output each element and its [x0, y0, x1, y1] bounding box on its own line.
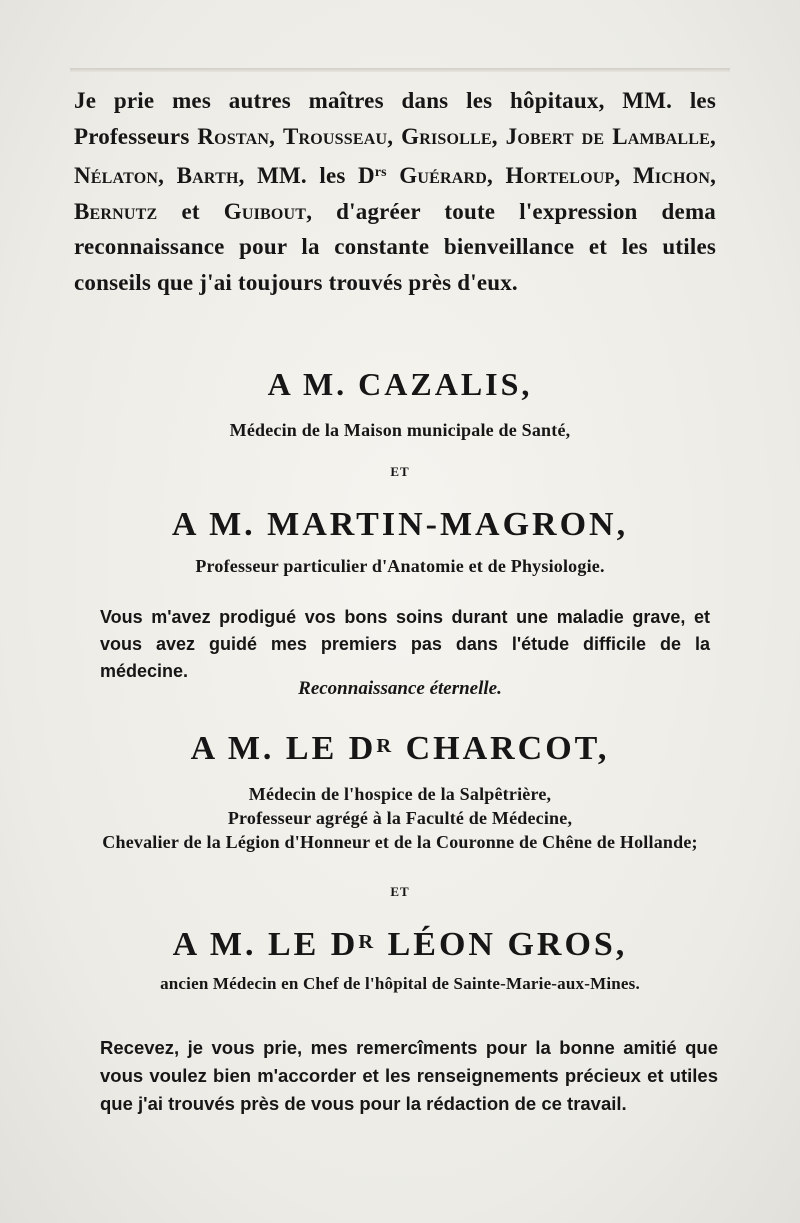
intro-text: ,	[269, 123, 283, 149]
reconnaissance-line: Reconnaissance éternelle.	[298, 678, 502, 699]
name-trousseau: Trousseau	[282, 123, 388, 149]
heading-text: LÉON GROS,	[376, 926, 628, 963]
intro-text: ,	[614, 163, 633, 188]
charcot-line-1: Médecin de l'hospice de la Salpêtrière,	[248, 784, 552, 804]
intro-text	[387, 163, 400, 188]
heading-text: CHARCOT,	[394, 730, 610, 767]
name-nelaton: Nélaton	[74, 163, 159, 188]
name-michon: Michon	[632, 163, 711, 188]
name-horteloup: Horteloup	[505, 163, 615, 188]
et-separator: ET	[390, 884, 410, 899]
intro-text: ,	[491, 123, 506, 149]
martin-magron-title: Professeur particulier d'Anatomie et de Physiologie.	[195, 556, 605, 576]
et-separator: ET	[390, 464, 410, 479]
intro-text: Je prie mes autres maîtres dans les hôpitaux, MM. les Professeurs	[74, 88, 716, 149]
charcot-line-3: Chevalier de la Légion d'Honneur et de la Couronne de Chêne de Hollande;	[102, 832, 698, 852]
intro-text: , MM. les D	[238, 163, 375, 188]
name-barth: Barth	[176, 163, 239, 188]
intro-text: ,	[710, 163, 717, 188]
name-rostan: Rostan	[197, 123, 270, 149]
care-paragraph: Vous m'avez prodigué vos bons soins durant une maladie grave, et vous avez guidé mes premiers pas dans l'étude difficile de la médecine.	[100, 607, 710, 681]
intro-text: ,	[158, 163, 177, 188]
gros-heading	[0, 926, 800, 964]
superscript: R	[358, 931, 377, 953]
gros-title: ancien Médecin en Chef de l'hôpital de Sainte-Marie-aux-Mines.	[160, 974, 640, 993]
intro-text: ,	[387, 123, 402, 149]
name-guibout: Guibout	[223, 198, 307, 224]
superscript: rs	[374, 164, 387, 179]
intro-text: , d'agréer toute l'expression dema reconnaissance pour la constante bienveillance et les utiles conseils que j'ai toujours trouvés près d'eux.	[74, 198, 717, 295]
charcot-line-2: Professeur agrégé à la Faculté de Médecine,	[227, 808, 573, 828]
superscript: R	[376, 735, 395, 757]
acknowledgment-paragraph	[74, 83, 716, 300]
intro-text: ,	[710, 123, 716, 149]
cazalis-heading: A M. CAZALIS,	[267, 366, 533, 402]
name-jobert: Jobert de Lamballe	[505, 123, 711, 149]
name-bernutz: Bernutz	[74, 198, 158, 224]
cazalis-title: Médecin de la Maison municipale de Santé,	[229, 420, 571, 440]
heading-text: A M. LE D	[190, 730, 377, 767]
charcot-heading	[0, 730, 800, 768]
top-rule	[70, 68, 730, 72]
intro-text: ,	[487, 163, 506, 188]
thanks-paragraph: Recevez, je vous prie, mes remercîments pour la bonne amitié que vous voulez bien m'accorder et les renseignements précieux et utiles que j'ai trouvés près de vous pour la rédaction de ce travail.	[100, 1037, 718, 1114]
heading-text: A M. LE D	[172, 926, 359, 963]
intro-text: et	[157, 198, 224, 224]
name-guerard: Guérard	[399, 163, 488, 188]
name-grisolle: Grisolle	[401, 123, 492, 149]
martin-magron-heading: A M. MARTIN-MAGRON,	[171, 506, 629, 543]
